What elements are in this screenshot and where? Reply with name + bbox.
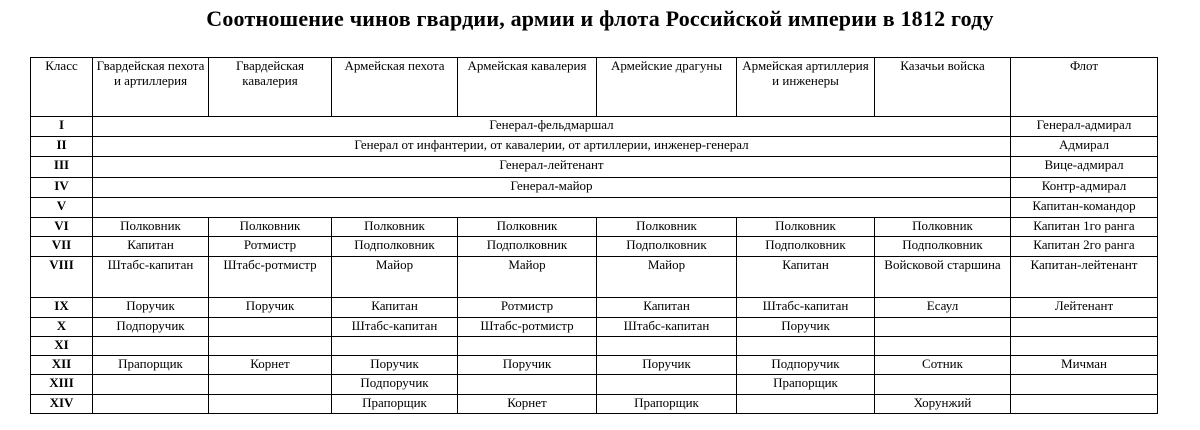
fleet-cell xyxy=(1011,336,1158,355)
fleet-cell: Капитан 1го ранга xyxy=(1011,218,1158,237)
rank-cell: Штабс-капитан xyxy=(93,256,209,298)
rank-cell: Подполковник xyxy=(332,237,458,256)
class-cell: X xyxy=(31,317,93,336)
rank-cell: Подполковник xyxy=(597,237,737,256)
rank-cell: Поручик xyxy=(597,356,737,375)
rank-cell: Поручик xyxy=(93,298,209,317)
rank-cell: Капитан xyxy=(737,256,875,298)
rank-cell: Штабс-капитан xyxy=(597,317,737,336)
table-row xyxy=(31,336,1158,355)
rank-cell xyxy=(332,336,458,355)
class-cell: V xyxy=(31,197,93,217)
header-army-artillery: Армейская артиллерия и инженеры xyxy=(737,58,875,117)
header-army-dragoons: Армейские драгуны xyxy=(597,58,737,117)
page-title: Соотношение чинов гвардии, армии и флота Российской империи в 1812 году xyxy=(206,6,994,31)
rank-cell xyxy=(93,336,209,355)
rank-cell: Войсковой старшина xyxy=(875,256,1011,298)
class-cell: VII xyxy=(31,237,93,256)
rank-cell: Корнет xyxy=(209,356,332,375)
rank-cell: Капитан xyxy=(93,237,209,256)
merged-rank-cell: Генерал-лейтенант xyxy=(93,157,1011,177)
header-army-infantry: Армейская пехота xyxy=(332,58,458,117)
rank-cell: Прапорщик xyxy=(597,394,737,413)
rank-cell xyxy=(458,375,597,394)
header-cossacks: Казачьи войска xyxy=(875,58,1011,117)
rank-cell: Капитан xyxy=(597,298,737,317)
table-row xyxy=(31,218,1158,237)
fleet-cell: Капитан 2го ранга xyxy=(1011,237,1158,256)
rank-cell: Поручик xyxy=(332,356,458,375)
rank-cell xyxy=(458,336,597,355)
rank-cell: Штабс-ротмистр xyxy=(458,317,597,336)
fleet-cell xyxy=(1011,317,1158,336)
rank-cell xyxy=(875,317,1011,336)
class-cell: XI xyxy=(31,336,93,355)
ranks-table xyxy=(30,57,1158,414)
rank-cell xyxy=(93,375,209,394)
fleet-cell: Капитан-лейтенант xyxy=(1011,256,1158,298)
header-guard-infantry: Гвардейская пехота и артиллерия xyxy=(93,58,209,117)
rank-cell: Поручик xyxy=(209,298,332,317)
table-row xyxy=(31,157,1158,177)
rank-cell: Поручик xyxy=(458,356,597,375)
merged-rank-cell: Генерал-майор xyxy=(93,177,1011,197)
rank-cell: Подпоручик xyxy=(93,317,209,336)
rank-cell: Ротмистр xyxy=(458,298,597,317)
rank-cell xyxy=(209,336,332,355)
fleet-cell: Вице-адмирал xyxy=(1011,157,1158,177)
rank-cell xyxy=(93,394,209,413)
table-row xyxy=(31,137,1158,157)
table-row xyxy=(31,197,1158,217)
header-class: Класс xyxy=(31,58,93,117)
rank-cell: Подпоручик xyxy=(332,375,458,394)
rank-cell: Хорунжий xyxy=(875,394,1011,413)
class-cell: VI xyxy=(31,218,93,237)
fleet-cell: Адмирал xyxy=(1011,137,1158,157)
class-cell: XIII xyxy=(31,375,93,394)
rank-cell: Прапорщик xyxy=(332,394,458,413)
rank-cell: Майор xyxy=(332,256,458,298)
rank-cell xyxy=(597,336,737,355)
rank-cell: Полковник xyxy=(209,218,332,237)
merged-rank-cell: Генерал от инфантерии, от кавалерии, от артиллерии, инженер-генерал xyxy=(93,137,1011,157)
rank-cell: Штабс-ротмистр xyxy=(209,256,332,298)
rank-cell: Ротмистр xyxy=(209,237,332,256)
fleet-cell: Контр-адмирал xyxy=(1011,177,1158,197)
header-fleet: Флот xyxy=(1011,58,1158,117)
table-row xyxy=(31,356,1158,375)
rank-cell xyxy=(737,394,875,413)
rank-cell xyxy=(875,375,1011,394)
rank-cell: Сотник xyxy=(875,356,1011,375)
rank-cell: Полковник xyxy=(737,218,875,237)
class-cell: II xyxy=(31,137,93,157)
header-row xyxy=(31,58,1158,117)
fleet-cell: Капитан-командор xyxy=(1011,197,1158,217)
rank-cell: Подполковник xyxy=(737,237,875,256)
rank-cell xyxy=(597,375,737,394)
rank-cell: Майор xyxy=(597,256,737,298)
class-cell: VIII xyxy=(31,256,93,298)
table-row xyxy=(31,394,1158,413)
rank-cell: Полковник xyxy=(93,218,209,237)
table-row xyxy=(31,317,1158,336)
rank-cell: Поручик xyxy=(737,317,875,336)
table-row xyxy=(31,298,1158,317)
class-cell: III xyxy=(31,157,93,177)
rank-cell xyxy=(209,375,332,394)
class-cell: IV xyxy=(31,177,93,197)
rank-cell: Корнет xyxy=(458,394,597,413)
class-cell: I xyxy=(31,116,93,136)
fleet-cell xyxy=(1011,375,1158,394)
table-row xyxy=(31,256,1158,298)
rank-cell: Подполковник xyxy=(458,237,597,256)
rank-cell xyxy=(875,336,1011,355)
class-cell: XIV xyxy=(31,394,93,413)
fleet-cell: Генерал-адмирал xyxy=(1011,116,1158,136)
rank-cell: Майор xyxy=(458,256,597,298)
table-row xyxy=(31,237,1158,256)
rank-cell: Полковник xyxy=(597,218,737,237)
merged-rank-cell: Генерал-фельдмаршал xyxy=(93,116,1011,136)
rank-cell: Подпоручик xyxy=(737,356,875,375)
fleet-cell xyxy=(1011,394,1158,413)
rank-cell xyxy=(209,394,332,413)
rank-cell: Подполковник xyxy=(875,237,1011,256)
table-row xyxy=(31,177,1158,197)
class-cell: IX xyxy=(31,298,93,317)
rank-cell: Есаул xyxy=(875,298,1011,317)
table-row xyxy=(31,116,1158,136)
class-cell: XII xyxy=(31,356,93,375)
rank-cell: Штабс-капитан xyxy=(737,298,875,317)
rank-cell: Прапорщик xyxy=(93,356,209,375)
header-army-cavalry: Армейская кавалерия xyxy=(458,58,597,117)
header-guard-cavalry: Гвардейская кавалерия xyxy=(209,58,332,117)
rank-cell: Капитан xyxy=(332,298,458,317)
rank-cell xyxy=(209,317,332,336)
rank-cell: Полковник xyxy=(458,218,597,237)
rank-cell: Штабс-капитан xyxy=(332,317,458,336)
rank-cell xyxy=(737,336,875,355)
rank-cell: Полковник xyxy=(332,218,458,237)
rank-cell: Прапорщик xyxy=(737,375,875,394)
fleet-cell: Мичман xyxy=(1011,356,1158,375)
table-row xyxy=(31,375,1158,394)
merged-rank-cell xyxy=(93,197,1011,217)
rank-cell: Полковник xyxy=(875,218,1011,237)
fleet-cell: Лейтенант xyxy=(1011,298,1158,317)
